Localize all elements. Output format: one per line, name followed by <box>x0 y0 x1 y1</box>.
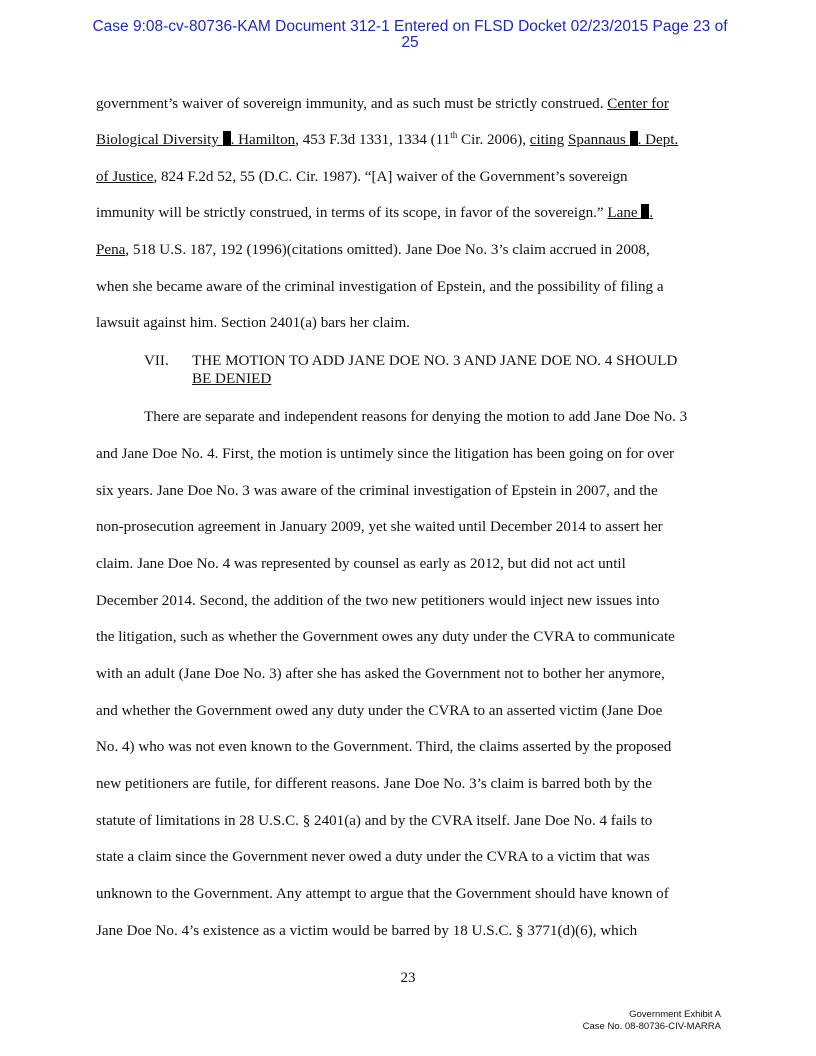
para2-line: December 2014. Second, the addition of the two new petitioners would inject new issues into <box>96 593 660 609</box>
para2-line: unknown to the Government. Any attempt to argue that the Government should have known of <box>96 886 669 902</box>
citation-lane: Lane <box>607 205 642 221</box>
section-number: VII. <box>144 353 169 369</box>
para2-line: six years. Jane Doe No. 3 was aware of the criminal investigation of Epstein in 2007, and the <box>96 483 658 499</box>
para2-line: and Jane Doe No. 4. First, the motion is untimely since the litigation has been going on for over <box>96 446 675 462</box>
page-number: 23 <box>400 970 416 986</box>
exhibit-label: Government Exhibit A <box>629 1009 721 1020</box>
citation-spannaus: Spannaus <box>567 132 630 148</box>
case-header <box>60 19 760 51</box>
para1-line7: lawsuit against him. Section 2401(a) bars her claim. <box>96 315 410 331</box>
citing-signal: citing <box>529 132 565 148</box>
para1-line5: Pena, 518 U.S. 187, 192 (1996)(citations omitted). Jane Doe No. 3’s claim accrued in 2008, <box>96 242 650 258</box>
para1-line3: of Justice, 824 F.2d 52, 55 (D.C. Cir. 1987). “[A] waiver of the Government’s sovereign <box>96 169 628 185</box>
exhibit-stamp <box>583 1009 721 1033</box>
redaction-box <box>630 131 638 146</box>
para2-line: state a claim since the Government never owed a duty under the CVRA to a victim that was <box>96 849 650 865</box>
case-header-line1: Case 9:08-cv-80736-KAM Document 312-1 Entered on FLSD Docket 02/23/2015 Page 23 of <box>92 18 728 35</box>
citation-biological-diversity: Biological Diversity <box>96 132 223 148</box>
para2-line: with an adult (Jane Doe No. 3) after she has asked the Government not to bother her anymore, <box>96 666 665 682</box>
section-title-line1: THE MOTION TO ADD JANE DOE NO. 3 AND JANE DOE NO. 4 SHOULD <box>192 353 678 369</box>
para2-line: There are separate and independent reasons for denying the motion to add Jane Doe No. 3 <box>144 409 688 425</box>
para2-line: statute of limitations in 28 U.S.C. § 2401(a) and by the CVRA itself. Jane Doe No. 4 fails to <box>96 813 653 829</box>
para2-line: non-prosecution agreement in January 2009, yet she waited until December 2014 to assert her <box>96 519 663 535</box>
citation-of-justice: of Justice <box>96 169 154 185</box>
para2-line: and whether the Government owed any duty under the CVRA to an asserted victim (Jane Doe <box>96 703 663 719</box>
case-header-line2: 25 <box>401 34 419 51</box>
para1-line6: when she became aware of the criminal investigation of Epstein, and the possibility of filing a <box>96 279 664 295</box>
para2-line: new petitioners are futile, for different reasons. Jane Doe No. 3’s claim is barred both by the <box>96 776 652 792</box>
para2-line: claim. Jane Doe No. 4 was represented by counsel as early as 2012, but did not act until <box>96 556 626 572</box>
citation-center-for: Center for <box>607 96 669 112</box>
para1-line4: immunity will be strictly construed, in terms of its scope, in favor of the sovereign.” Lane . <box>96 205 654 221</box>
para1-line1: government’s waiver of sovereign immunity, and as such must be strictly construed. Center for <box>96 96 669 112</box>
para2-line: No. 4) who was not even known to the Government. Third, the claims asserted by the proposed <box>96 739 672 755</box>
para2-line: the litigation, such as whether the Government owes any duty under the CVRA to communicate <box>96 629 675 645</box>
para1-line2: Biological Diversity . Hamilton, 453 F.3d 1331, 1334 (11th Cir. 2006), citing Spannaus . Dept. <box>96 130 679 148</box>
redaction-box <box>223 131 231 146</box>
citation-pena: Pena <box>96 242 126 258</box>
exhibit-case-number: Case No. 08-80736-CIV-MARRA <box>582 1021 721 1032</box>
section-title-line2: BE DENIED <box>192 371 272 387</box>
para2-line: Jane Doe No. 4’s existence as a victim would be barred by 18 U.S.C. § 3771(d)(6), which <box>96 923 638 939</box>
